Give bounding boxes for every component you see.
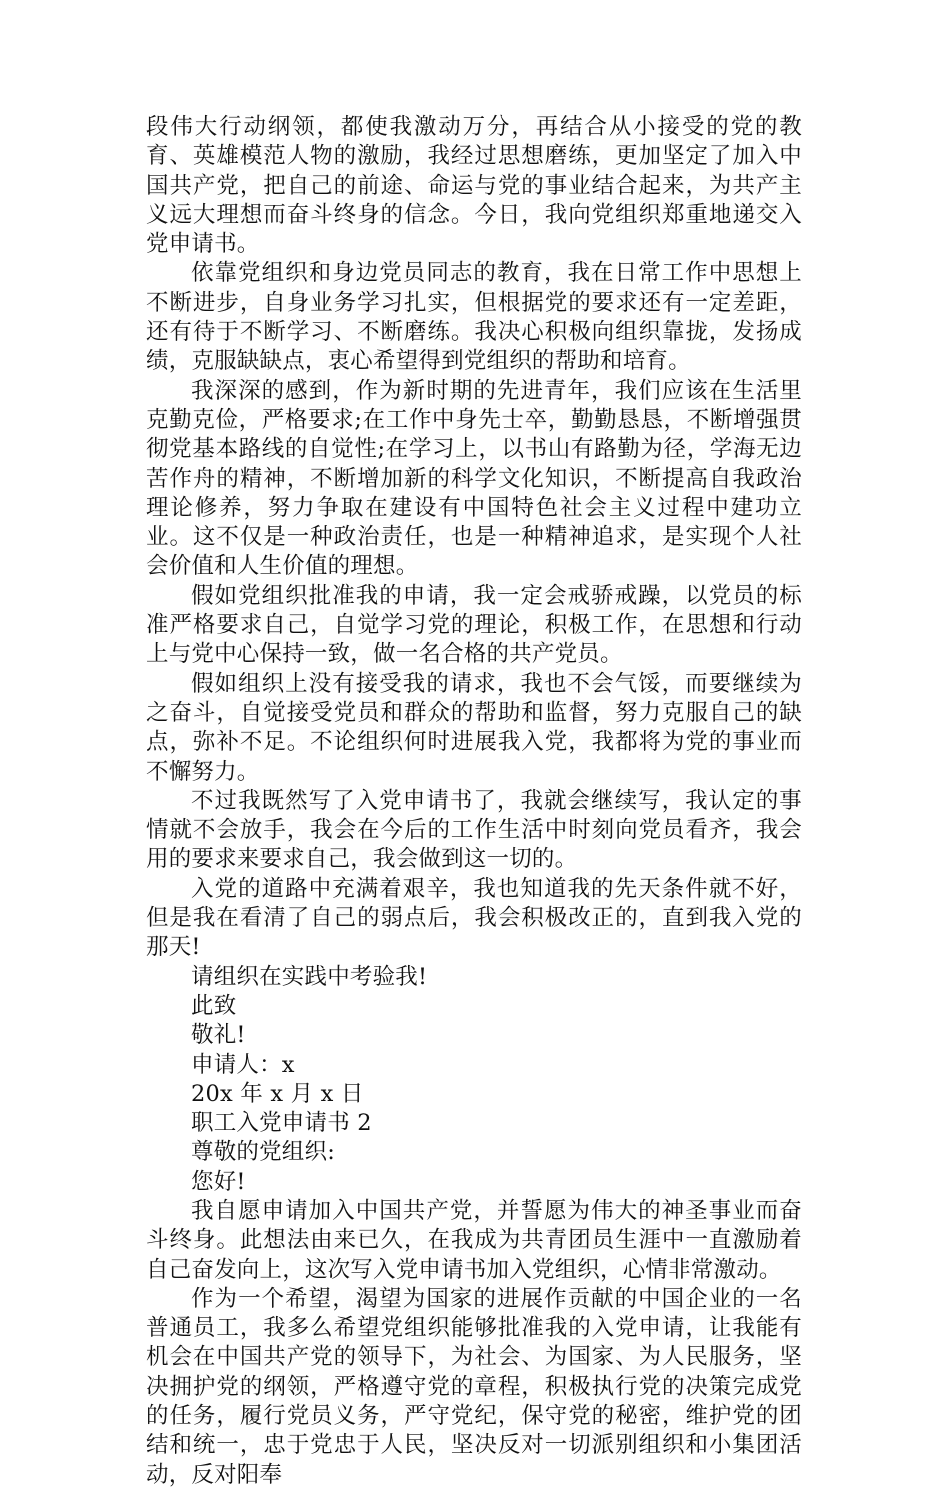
second-letter-greeting: 尊敬的党组织: (191, 1139, 335, 1166)
letter-date: 20x 年 x 月 x 日 (191, 1080, 364, 1107)
closing-salutation: 此致 (191, 992, 237, 1019)
closing-regards: 敬礼! (191, 1022, 246, 1049)
paragraph: 假如组织上没有接受我的请求，我也不会气馁，而要继续为之奋斗，自觉接受党员和群众的帮助和监督，努力克服自己的缺点，弥补不足。不论组织何时进展我入党，我都将为党的事业而不懈努力。 (146, 670, 802, 785)
applicant-signature: 申请人：x (191, 1051, 295, 1078)
paragraph: 作为一个希望，渴望为国家的进展作贡献的中国企业的一名普通员工，我多么希望党组织能够批准我的入党申请，让我能有机会在中国共产党的领导下，为社会、为国家、为人民服务，坚决拥护党的纲领，严格遵守党的章程，积极执行党的决策完成党的任务，履行党员义务，严守党纪，保守党的秘密，维护党的团结和统一，忠于党忠于人民，坚决反对一切派别组织和小集团活动，反对阳奉 (146, 1285, 802, 1488)
second-letter-title: 职工入党申请书 2 (191, 1110, 372, 1137)
closing-request: 请组织在实践中考验我! (191, 963, 428, 990)
second-letter-hello: 您好! (191, 1168, 246, 1195)
paragraph: 不过我既然写了入党申请书了，我就会继续写，我认定的事情就不会放手，我会在今后的工作生活中时刻向党员看齐，我会用的要求来要求自己，我会做到这一切的。 (146, 787, 802, 873)
paragraph: 假如党组织批准我的申请，我一定会戒骄戒躁，以党员的标准严格要求自己，自觉学习党的理论，积极工作，在思想和行动上与党中心保持一致，做一名合格的共产党员。 (146, 582, 802, 668)
paragraph: 依靠党组织和身边党员同志的教育，我在日常工作中思想上不断进步，自身业务学习扎实，但根据党的要求还有一定差距，还有待于不断学习、不断磨练。我决心积极向组织靠拢，发扬成绩，克服缺缺点，衷心希望得到党组织的帮助和培育。 (146, 260, 802, 375)
document-page (146, 113, 802, 1490)
paragraph: 段伟大行动纲领，都使我激动万分，再结合从小接受的党的教育、英雄模范人物的激励，我经过思想磨练，更加坚定了加入中国共产党，把自己的前途、命运与党的事业结合起来，为共产主义远大理想而奋斗终身的信念。今日，我向党组织郑重地递交入党申请书。 (146, 114, 802, 258)
paragraph: 我深深的感到，作为新时期的先进青年，我们应该在生活里克勤克俭，严格要求;在工作中身先士卒，勤勤恳恳，不断增强贯彻党基本路线的自觉性;在学习上，以书山有路勤为径，学海无边苦作舟的精神，不断增加新的科学文化知识，不断提高自我政治理论修养，努力争取在建设有中国特色社会主义过程中建功立业。这不仅是一种政治责任，也是一种精神追求，是实现个人社会价值和人生价值的理想。 (146, 377, 802, 580)
paragraph: 入党的道路中充满着艰辛，我也知道我的先天条件就不好，但是我在看清了自己的弱点后，我会积极改正的，直到我入党的那天! (146, 875, 802, 961)
paragraph: 我自愿申请加入中国共产党，并誓愿为伟大的神圣事业而奋斗终身。此想法由来已久，在我成为共青团员生涯中一直激励着自己奋发向上，这次写入党申请书加入党组织，心情非常激动。 (146, 1197, 802, 1283)
